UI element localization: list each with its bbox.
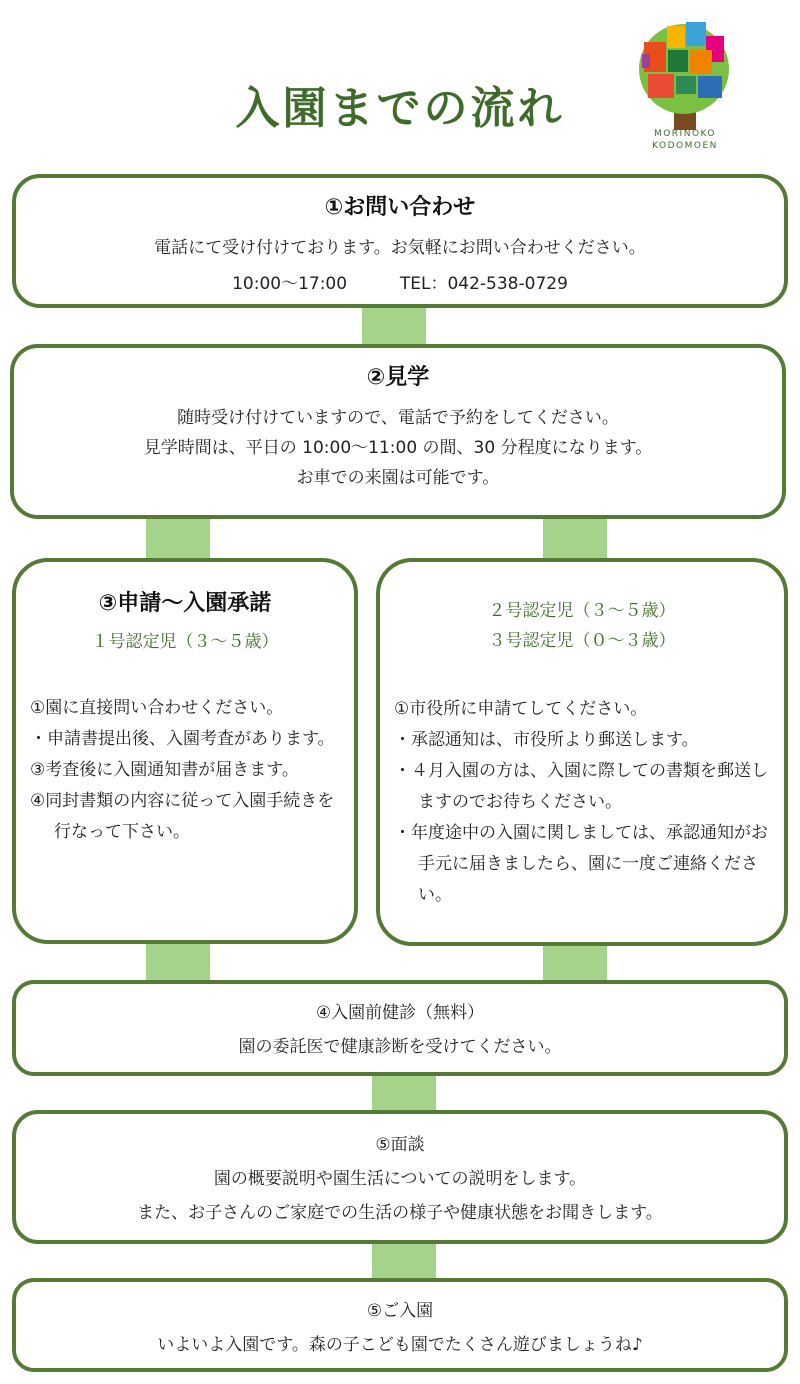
logo-text [620, 128, 750, 152]
step-interview-heading: ⑤面談 [375, 1135, 425, 1155]
step-visit-line3: お車での来園は可能です。 [296, 468, 500, 488]
list-item: ・承認通知は、市役所より郵送します。 [394, 730, 699, 750]
list-item: ④同封書類の内容に従って入園手続きを行なって下さい。 [30, 791, 335, 842]
step-visit-line2: 見学時間は、平日の 10:00〜11:00 の間、30 分程度になります。 [143, 438, 653, 458]
list-item: ③考査後に入園通知書が届きます。 [30, 760, 299, 780]
step-enroll-line1: いよいよ入園です。森の子こども園でたくさん遊びましょうね♪ [157, 1335, 643, 1355]
logo-text-line2: KODOMOEN [652, 141, 718, 151]
step-apply-type2-sub: ２号認定児（３〜５歳） [488, 601, 676, 621]
step-inquiry [12, 174, 788, 308]
step-apply-type3-sub: ３号認定児（０〜３歳） [488, 631, 676, 651]
list-item: ①市役所に申請てしてください。 [394, 699, 648, 719]
step-apply-type1 [12, 558, 358, 944]
list-item: ・年度途中の入園に関しましては、承認通知がお手元に届きましたら、園に一度ご連絡ください。 [394, 823, 768, 905]
connector-2-3-right [543, 516, 607, 562]
step-enrollment [12, 1278, 788, 1372]
step-health-check [12, 980, 788, 1076]
step-inquiry-contact [16, 269, 784, 299]
step-inquiry-heading: ①お問い合わせ [324, 195, 476, 220]
step-visit-heading: ②見学 [366, 365, 430, 390]
step-inquiry-line1: 電話にて受け付けております。お気軽にお問い合わせください。 [154, 238, 646, 258]
connector-3-4-left [146, 940, 210, 984]
connector-1-2 [362, 305, 426, 347]
step-apply-type23 [376, 558, 788, 946]
step-visit-line1: 随時受け付けていますので、電話で予約をしてください。 [177, 408, 619, 428]
step-health-heading: ④入園前健診（無料） [315, 1003, 485, 1023]
connector-4-5 [372, 1073, 436, 1113]
page-title: 入園までの流れ [235, 83, 565, 134]
step-enroll-heading: ⑤ご入園 [366, 1301, 434, 1321]
step-inquiry-tel: TEL：042-538-0729 [399, 274, 568, 294]
step-apply-type23-list [394, 694, 770, 911]
connector-3-4-right [543, 942, 607, 984]
step-interview-line1: 園の概要説明や園生活についての説明をします。 [213, 1169, 587, 1189]
step-apply-type1-sub: １号認定児（３〜５歳） [91, 632, 279, 652]
list-item: ・４月入園の方は、入園に際しての書類を郵送しますのでお待ちください。 [394, 761, 768, 812]
step-inquiry-hours: 10:00〜17:00 [232, 274, 348, 294]
connector-2-3-left [146, 516, 210, 562]
list-item: ①園に直接問い合わせください。 [30, 698, 284, 718]
logo-text-line1: MORINOKO [653, 129, 717, 139]
step-apply-heading: ③申請〜入園承諾 [98, 591, 272, 616]
step-apply-type1-list [30, 693, 340, 848]
list-item: ・申請書提出後、入園考査があります。 [30, 729, 335, 749]
step-interview [12, 1110, 788, 1244]
step-visit [10, 344, 786, 519]
step-health-line1: 園の委託医で健康診断を受けてください。 [238, 1037, 562, 1057]
step-interview-line2: また、お子さんのご家庭での生活の様子や健康状態をお聞きします。 [137, 1203, 663, 1223]
connector-5-6 [372, 1240, 436, 1280]
